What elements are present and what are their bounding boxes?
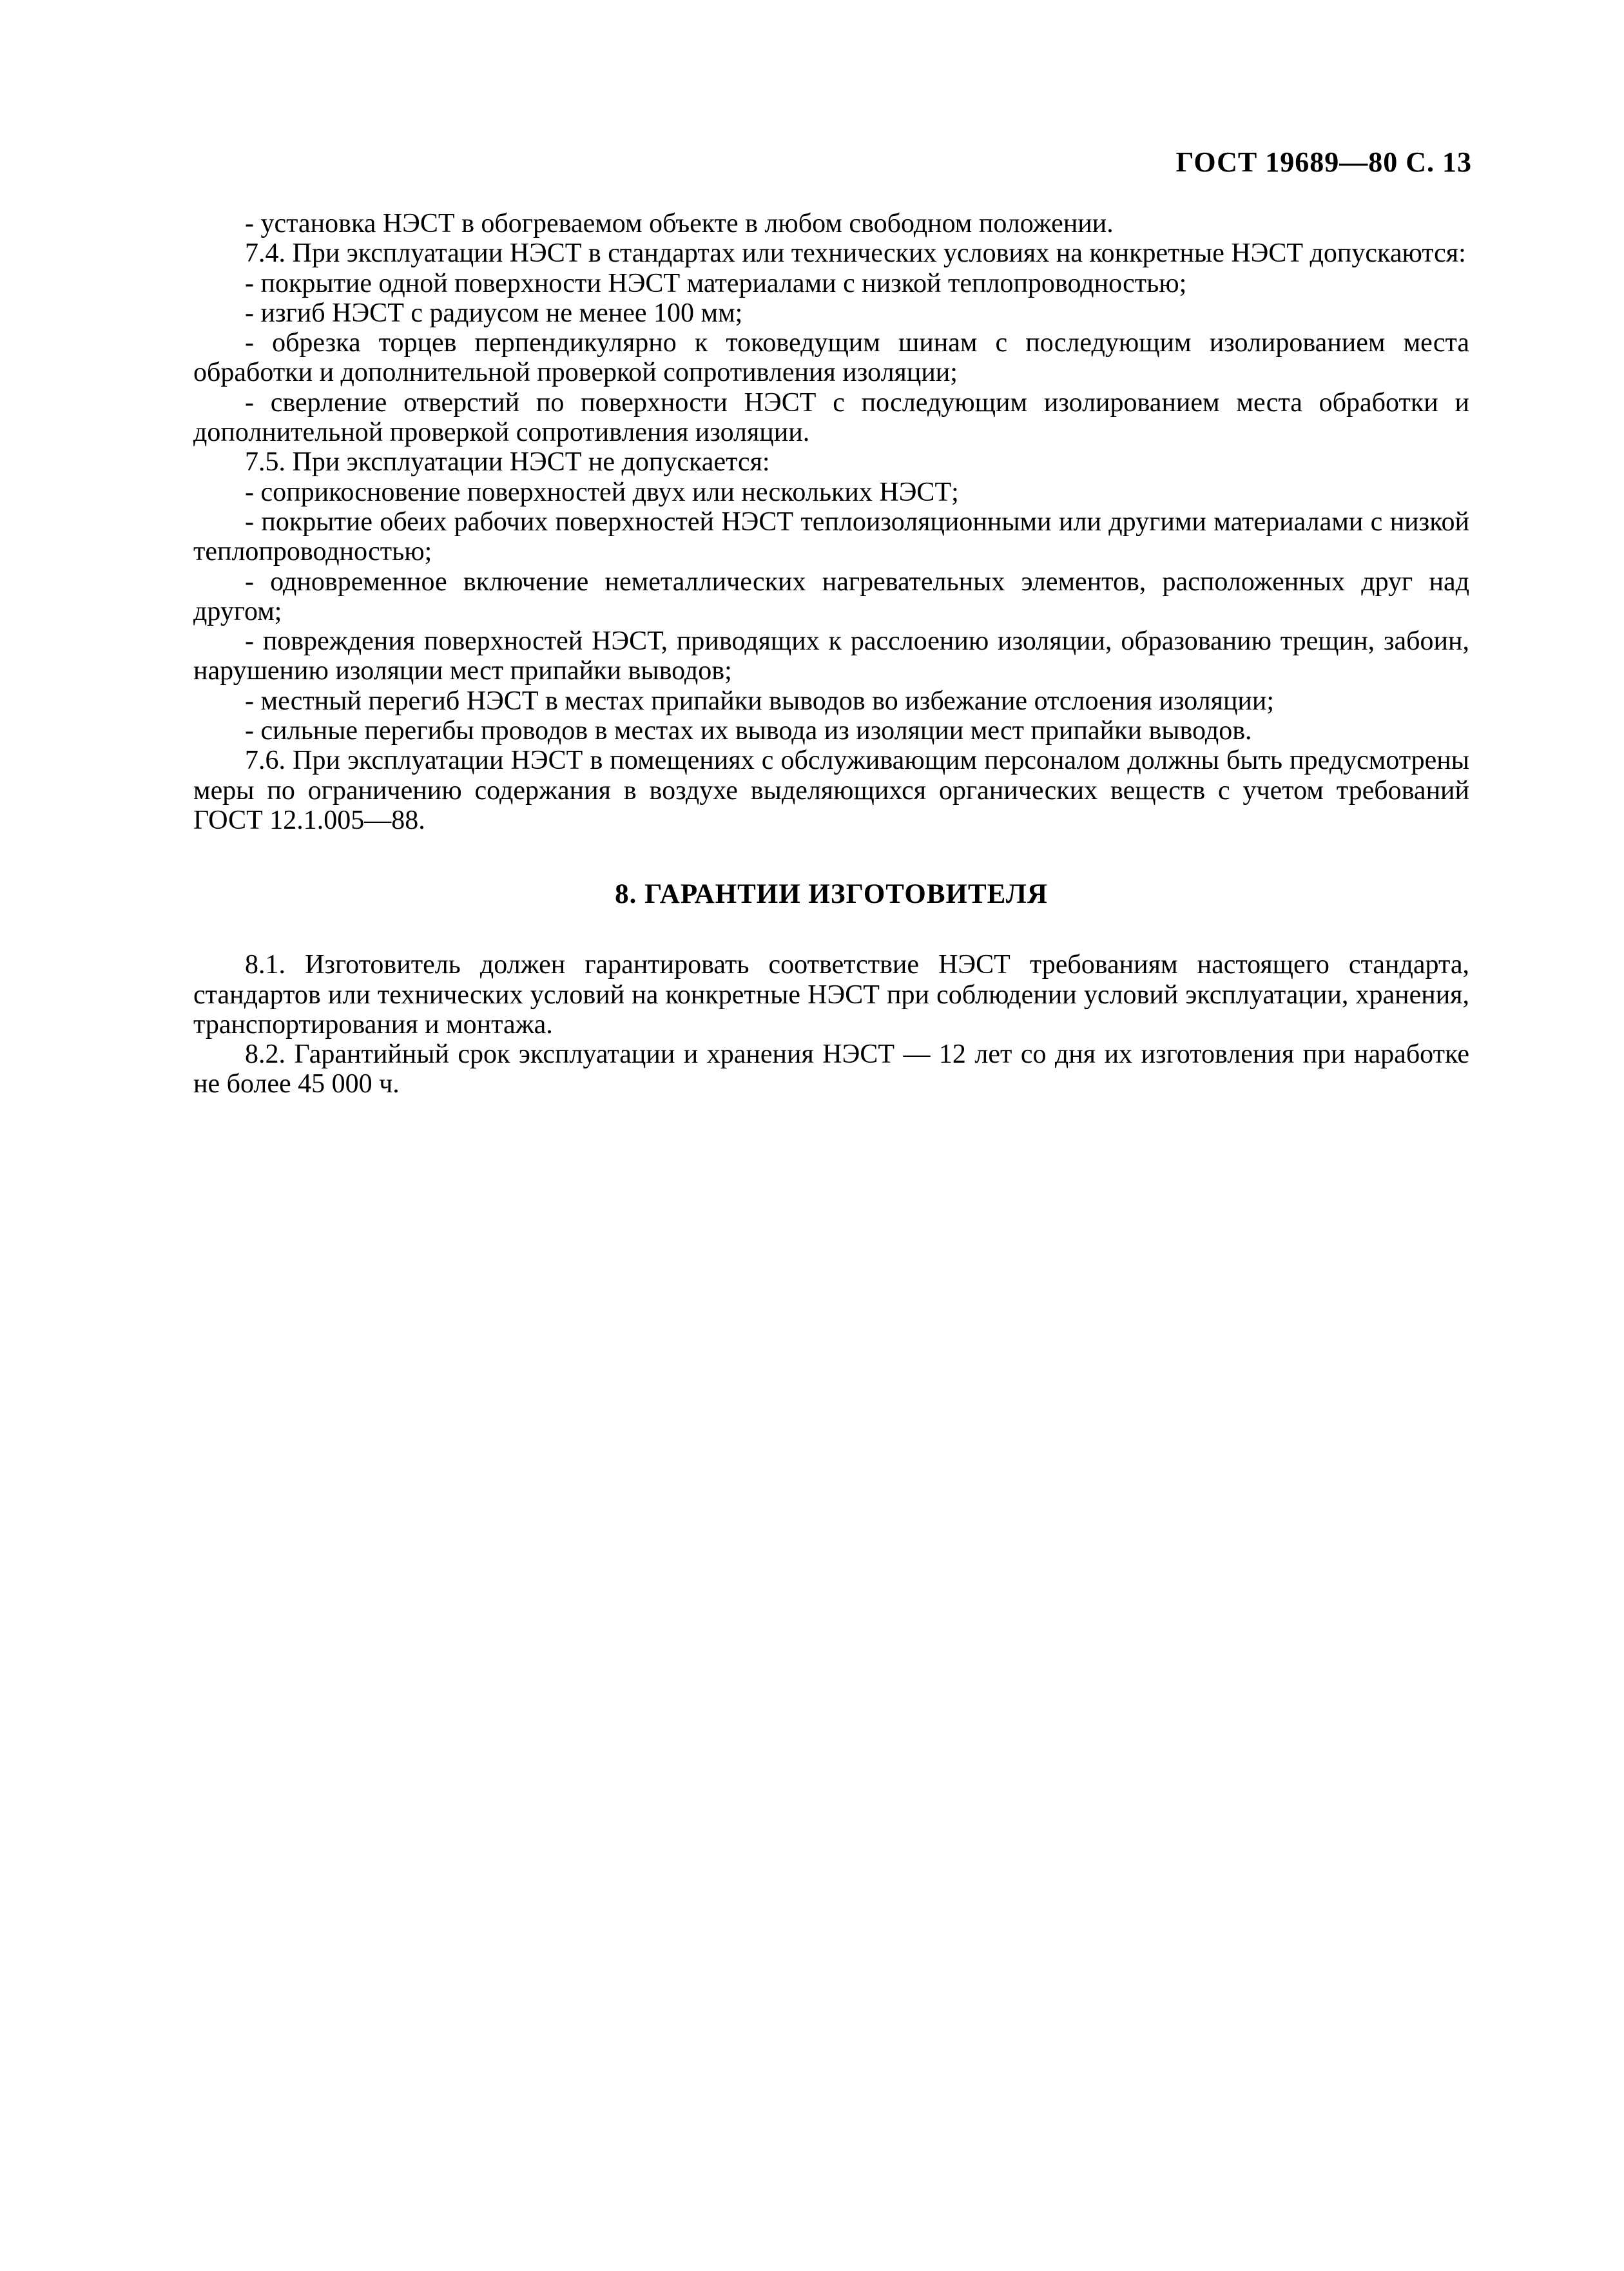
list-item: - покрытие одной поверхности НЭСТ материалами с низкой теплопроводностью; xyxy=(245,268,1187,298)
list-item: - установка НЭСТ в обогреваемом объекте в любом свободном положении. xyxy=(245,209,1114,238)
list-item: - покрытие обеих рабочих поверхностей НЭСТ теплоизоляционными или другими материалами с низкой теплопроводностью; xyxy=(193,507,1469,567)
clause-8-1: 8.1. Изготовитель должен гарантировать соответствие НЭСТ требованиям настоящего стандарта, стандартов или технических условий на конкретные НЭСТ при соблюдении условий эксплуатации, хранения, транспортирования и монтажа. xyxy=(193,950,1469,1039)
list-item: - сверление отверстий по поверхности НЭСТ с последующим изолированием места обработки и дополнительной проверкой сопротивления изоляции. xyxy=(193,387,1469,448)
list-item: - изгиб НЭСТ с радиусом не менее 100 мм; xyxy=(245,298,743,328)
list-item: - повреждения поверхностей НЭСТ, приводящих к расслоению изоляции, образованию трещин, забоин, нарушению изоляции мест припайки выводов; xyxy=(193,626,1469,686)
list-item: - соприкосновение поверхностей двух или нескольких НЭСТ; xyxy=(245,477,959,507)
list-item: - сильные перегибы проводов в местах их вывода из изоляции мест припайки выводов. xyxy=(245,716,1252,746)
list-item: - местный перегиб НЭСТ в местах припайки выводов во избежание отслоения изоляции; xyxy=(245,686,1275,716)
clause-8-2: 8.2. Гарантийный срок эксплуатации и хранения НЭСТ — 12 лет со дня их изготовления при наработке не более 45 000 ч. xyxy=(193,1039,1469,1099)
section-title: 8. ГАРАНТИИ ИЗГОТОВИТЕЛЯ xyxy=(615,879,1048,910)
document-body xyxy=(193,209,1469,1099)
list-item: - одновременное включение неметаллических нагревательных элементов, расположенных друг над другом; xyxy=(193,566,1469,626)
clause-7-4: 7.4. При эксплуатации НЭСТ в стандартах или технических условиях на конкретные НЭСТ допускаются: xyxy=(245,238,1466,269)
clause-7-6: 7.6. При эксплуатации НЭСТ в помещениях с обслуживающим персоналом должны быть предусмотрены меры по ограничению содержания в воздухе выделяющихся органических веществ с учетом требований ГОСТ 12.1.005—88. xyxy=(193,746,1469,835)
clause-7-5: 7.5. При эксплуатации НЭСТ не допускается: xyxy=(245,447,770,478)
running-header: ГОСТ 19689—80 С. 13 xyxy=(1175,146,1472,178)
list-item: - обрезка торцев перпендикулярно к токоведущим шинам с последующим изолированием места обработки и дополнительной проверкой сопротивления изоляции; xyxy=(193,328,1469,388)
